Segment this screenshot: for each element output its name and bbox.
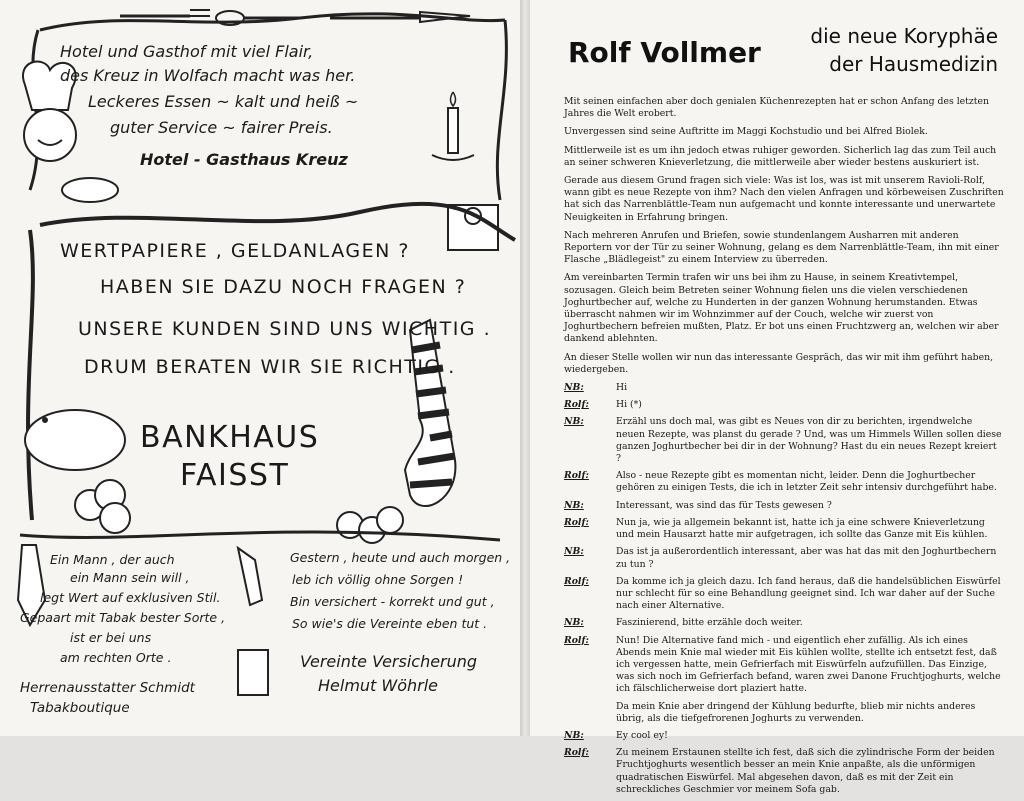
hotel-ad-line-3: Leckeres Essen ~ kalt und heiß ~ xyxy=(88,92,359,111)
dialogue-text: Ey cool ey! xyxy=(616,729,668,741)
dialogue-speaker: Rolf: xyxy=(564,747,589,759)
insurance-ad-line-2: leb ich völlig ohne Sorgen ! xyxy=(292,572,464,587)
dialogue-entry xyxy=(564,470,1004,494)
bank-name-line-2: FAISST xyxy=(180,458,290,493)
dialogue-speaker: Rolf: xyxy=(564,575,589,587)
left-page xyxy=(0,0,520,736)
schmidt-ad-line-2: ein Mann sein will , xyxy=(70,570,190,585)
dialogue-entry xyxy=(564,617,1004,629)
dialogue-text: Also - neue Rezepte gibt es momentan nicht, leider. Denn die Joghurtbecher gehören zu einigen Tests, die ich in letzter Zeit sehr intensiv durchgeführt habe. xyxy=(616,470,997,494)
dialogue-speaker: Rolf: xyxy=(564,470,589,482)
dialogue-speaker: Rolf: xyxy=(564,634,589,646)
bank-ad-line-4: DRUM BERATEN WIR SIE RICHTIG . xyxy=(84,356,456,378)
insurance-ad-line-4: So wie's die Vereinte eben tut . xyxy=(292,616,488,631)
piggy-bank-illustration xyxy=(25,410,125,470)
bank-ad-line-1: WERTPAPIERE , GELDANLAGEN ? xyxy=(60,240,410,262)
hotel-ad-line-1: Hotel und Gasthof mit viel Flair, xyxy=(60,42,314,61)
dialogue-text: Da komme ich ja gleich dazu. Ich fand heraus, daß die handelsüblichen Eiswürfel nur schlecht für so eine Behandlung geeignet sind. Ich war daher auf der Suche nach einer Alternative. xyxy=(616,575,1001,612)
schmidt-ad-line-1: Ein Mann , der auch xyxy=(50,552,175,567)
right-page xyxy=(530,0,1024,795)
dialogue-entry xyxy=(564,730,1004,742)
cube-illustration xyxy=(448,205,498,250)
wavy-frame-bank-left xyxy=(28,230,33,520)
paragraph: Nach mehreren Anrufen und Briefen, sowie stundenlangem Ausharren mit anderen Reportern vor der Tür zu seiner Wohnung, gelang es dem Narrenblättle-Team, ihn mit einer Flasche „Blädlegeist" zu einem Interview zu überreden. xyxy=(564,229,999,266)
dialogue-speaker: Rolf: xyxy=(564,399,589,411)
wavy-frame-bank-top xyxy=(40,204,515,240)
dialogue-speaker: NB: xyxy=(564,729,584,741)
schmidt-ad-line-5: ist er bei uns xyxy=(70,630,152,645)
dialogue-text: Erzähl uns doch mal, was gibt es Neues von dir zu berichten, irgendwelche neuen Rezepte, was planst du gerade ? Und, was um Himmels Willen sollen diese ganzen Joghurtbecher bei dir in der Wohnung? Hast du ein neues Rezept kreiert ? xyxy=(616,416,1002,465)
paragraph: Am vereinbarten Termin trafen wir uns bei ihm zu Hause, in seinem Kreativtempel, sozusagen. Gleich beim Betreten seiner Wohnung fielen uns die vielen verschiedenen Joghurtbecher auf, welche zu Hunderten in der ganzen Wohnung herumstanden. Etwas überrascht nahmen wir im Wohnzimmer auf der Couch, welche wir zuerst von Joghurtbechern befreien mußten, Platz. Er bot uns einen Fruchtzwerg an, welchen wir aber dankend ablehnten. xyxy=(564,272,999,345)
dialogue-text: Hi (*) xyxy=(616,399,642,411)
dialogue-speaker: NB: xyxy=(564,546,584,558)
paragraph: Unvergessen sind seine Auftritte im Maggi Kochstudio und bei Alfred Biolek. xyxy=(564,126,928,138)
dialogue-text: Nun ja, wie ja allgemein bekannt ist, hatte ich ja eine schwere Knieverletzung und mein Hausarzt hatte mir aufgetragen, ich sollte das Ganze mit Eis kühlen. xyxy=(616,516,988,541)
bank-name-line-1: BANKHAUS xyxy=(140,420,320,455)
dialogue-entry xyxy=(564,416,1004,465)
cigarette-pack-illustration xyxy=(238,650,268,695)
dialogue-entry xyxy=(564,635,1004,696)
bank-ad-line-2: HABEN SIE DAZU NOCH FRAGEN ? xyxy=(100,276,467,298)
dialogue-text: Zu meinem Erstaunen stellte ich fest, daß sich die zylindrische Form der beiden Fruchtjoghurts wesentlich besser an mein Knie anpaßte, als die unförmigen quadratischen Eiswürfel. Mal abgesehen davon, daß es mit der Zeit ein schreckliches Geschmier vor meinem Sofa gab. xyxy=(616,747,995,795)
article-subtitle xyxy=(768,22,998,78)
dialogue-text: Faszinierend, bitte erzähle doch weiter. xyxy=(616,617,803,629)
schmidt-ad-line-3: legt Wert auf exklusiven Stil. xyxy=(40,590,221,605)
pipe-illustration xyxy=(238,548,262,605)
dialogue-entry xyxy=(564,576,1004,613)
dialogue-entry xyxy=(564,382,1004,394)
dialogue-entry xyxy=(564,701,1004,725)
dialogue-entry xyxy=(564,747,1004,796)
schmidt-ad-name-1: Herrenausstatter Schmidt xyxy=(20,680,195,696)
wavy-frame-right xyxy=(497,20,506,200)
wavy-frame-bottom xyxy=(20,532,500,540)
dialogue-speaker: NB: xyxy=(564,499,584,511)
article-body xyxy=(564,96,1004,801)
paragraph: Mittlerweile ist es um ihn jedoch etwas ruhiger geworden. Sicherlich lag das zum Teil auch an seiner schweren Knieverletzung, die mittlerweile aber wieder bestens auskuriert ist. xyxy=(564,144,997,168)
dialogue-entry xyxy=(564,399,1004,411)
dialogue-entry xyxy=(564,546,1004,570)
dialogue-text: Interessant, was sind das für Tests gewesen ? xyxy=(616,499,832,511)
dialogue-speaker: Rolf: xyxy=(564,516,589,528)
hotel-ad-name: Hotel - Gasthaus Kreuz xyxy=(140,150,348,169)
paragraph: Mit seinen einfachen aber doch genialen Küchenrezepten hat er schon Anfang des letzten Jahres die Welt erobert. xyxy=(564,96,990,120)
insurance-ad-name-1: Vereinte Versicherung xyxy=(300,652,478,671)
dialogue-entry xyxy=(564,500,1004,512)
dialogue-text: Nun! Die Alternative fand mich - und eigentlich eher zufällig. Als ich eines Abends mein Knie mal wieder mit Eis kühlen wollte, stellte ich entsetzt fest, daß ich vergessen hatte, mein Gefrierfach mit Eiswürfeln aufzufüllen. Das Einzige, was sich noch im Gefrierfach befand, waren zwei Danone Fruchtjoghurts, welche ich fälschlicherweise dort plaziert hatte. xyxy=(616,634,1001,695)
hotel-ad-line-2: des Kreuz in Wolfach macht was her. xyxy=(60,66,356,85)
sock-illustration xyxy=(405,320,455,506)
dialogue-text: Hi xyxy=(616,382,628,394)
paragraph: Gerade aus diesem Grund fragen sich viele: Was ist los, was ist mit unserem Ravioli-Rolf, wann gibt es neue Rezepte von ihm? Nach den vielen Anfragen und körbeweisen Zuschriften hat sich das Narrenblättle-Team nun aufgemacht und konnte interessante und unerwartete Neuigkeiten in Erfahrung bringen. xyxy=(564,175,1004,223)
schmidt-ad-line-6: am rechten Orte . xyxy=(60,650,172,665)
page-gutter xyxy=(520,0,530,736)
candle-illustration xyxy=(432,92,474,160)
hotel-ad-line-4: guter Service ~ fairer Preis. xyxy=(110,118,333,137)
subtitle-line-1: die neue Koryphäe xyxy=(810,24,998,48)
dialogue-text: Das ist ja außerordentlich interessant, aber was hat das mit den Joghurtbechern zu tun ? xyxy=(616,546,997,570)
dialogue-entry xyxy=(564,517,1004,541)
insurance-ad-line-1: Gestern , heute und auch morgen , xyxy=(290,550,511,565)
article-title: Rolf Vollmer xyxy=(568,36,761,69)
subtitle-line-2: der Hausmedizin xyxy=(829,52,998,76)
wavy-frame-top xyxy=(40,14,505,30)
insurance-ad-name-2: Helmut Wöhrle xyxy=(318,676,439,695)
dialogue-speaker: NB: xyxy=(564,382,584,394)
schmidt-ad-line-4: Gepaart mit Tabak bester Sorte , xyxy=(20,610,226,625)
paragraph: An dieser Stelle wollen wir nun das interessante Gespräch, das wir mit ihm geführt haben, wiedergeben. xyxy=(564,351,994,375)
dialogue-speaker: NB: xyxy=(564,617,584,629)
dialogue-speaker xyxy=(564,701,616,725)
bank-ad-line-3: UNSERE KUNDEN SIND UNS WICHTIG . xyxy=(78,318,492,340)
dialogue-text: Da mein Knie aber dringend der Kühlung bedurfte, blieb mir nichts anderes übrig, als die tiefgefrorenen Joghurts zu verwenden. xyxy=(616,700,976,724)
schmidt-ad-name-2: Tabakboutique xyxy=(30,700,130,716)
dialogue-speaker: NB: xyxy=(564,416,584,428)
insurance-ad-line-3: Bin versichert - korrekt und gut , xyxy=(290,594,495,609)
